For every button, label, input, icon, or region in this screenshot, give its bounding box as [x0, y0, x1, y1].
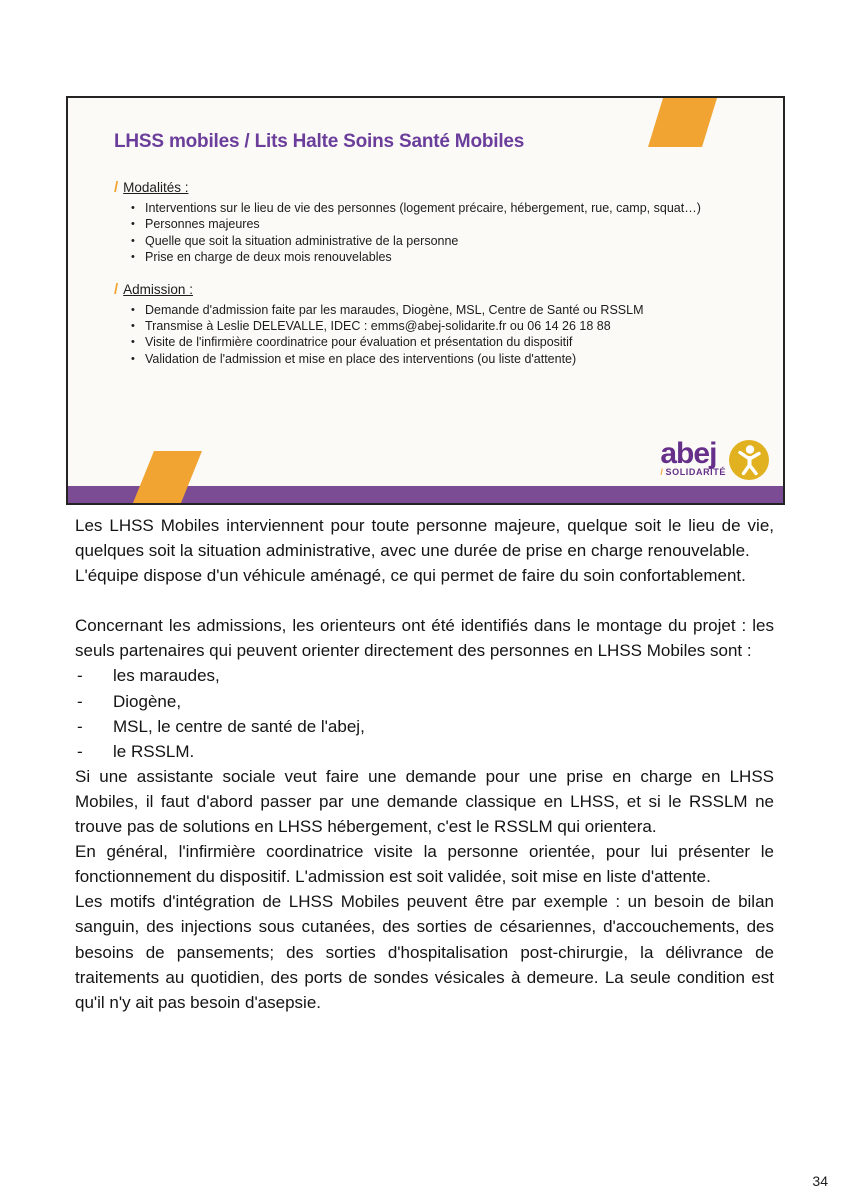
bullet-text: Interventions sur le lieu de vie des personnes (logement précaire, hébergement, rue, camp, squat…)	[145, 201, 701, 215]
section-admission-heading	[114, 281, 755, 298]
bullet-icon: •	[131, 303, 135, 316]
bullet-text: Transmise à Leslie DELEVALLE, IDEC : emms@abej-solidarite.fr ou 06 14 26 18 88	[145, 319, 611, 334]
dash-item-text: le RSSLM.	[113, 741, 195, 761]
bullet-icon: •	[131, 218, 135, 231]
paragraph: Concernant les admissions, les orienteurs ont été identifiés dans le montage du projet : les seuls partenaires qui peuvent orienter directement des personnes en LHSS Mobiles sont :	[75, 616, 774, 661]
bullet-icon: •	[131, 352, 135, 365]
list-item	[114, 334, 755, 350]
section-heading-text: Admission :	[123, 281, 193, 297]
abej-logo-text	[660, 436, 726, 478]
blank-line	[75, 588, 774, 613]
list-item	[114, 318, 755, 334]
bullet-text: Visite de l'infirmière coordinatrice pour évaluation et présentation du dispositif	[145, 335, 573, 350]
bullet-text: Personnes majeures	[145, 217, 260, 232]
slash-accent: /	[114, 280, 119, 298]
bullet-text: Quelle que soit la situation administrative de la personne	[145, 233, 459, 248]
list-item	[114, 216, 755, 232]
modalites-bullet-list	[114, 200, 755, 266]
abej-person-icon	[729, 440, 769, 480]
dash-marker: -	[77, 691, 83, 711]
dash-list-item	[75, 739, 774, 764]
slash-accent: /	[660, 467, 664, 478]
bullet-text: Demande d'admission faite par les maraudes, Diogène, MSL, Centre de Santé ou RSSLM	[145, 302, 644, 317]
paragraph: L'équipe dispose d'un véhicule aménagé, ce qui permet de faire du soin confortablement.	[75, 566, 746, 586]
dash-item-text: les maraudes,	[113, 666, 220, 686]
abej-logo	[660, 436, 769, 480]
bullet-icon: •	[131, 251, 135, 264]
dash-item-text: MSL, le centre de santé de l'abej,	[113, 716, 365, 736]
section-modalites	[114, 179, 755, 266]
bullet-icon: •	[131, 320, 135, 333]
slide-title: LHSS mobiles / Lits Halte Soins Santé Mobiles	[114, 131, 525, 152]
dash-list-item	[75, 663, 774, 688]
paragraph: Les motifs d'intégration de LHSS Mobiles peuvent être par exemple : un besoin de bilan sanguin, des injections sous cutanées, des sorties de césariennes, d'accouchements, des besoins de pansements; des sorties d'hospitalisation post-chirurgie, la délivrance de traitements au quotidien, des ports de sondes vésicales à demeure. La seule condition est qu'il n'y ait pas besoin d'asepsie.	[75, 892, 774, 1012]
list-item	[114, 233, 755, 249]
bullet-text: Validation de l'admission et mise en place des interventions (ou liste d'attente)	[145, 351, 577, 366]
dash-marker: -	[77, 716, 83, 736]
abej-logo-subtitle-text: SOLIDARITÉ	[665, 467, 726, 478]
dash-marker: -	[77, 741, 83, 761]
dash-list-item	[75, 714, 774, 739]
paragraph: Si une assistante sociale veut faire une demande pour une prise en charge en LHSS Mobiles, il faut d'abord passer par une demande classique en LHSS, et si le RSSLM ne trouve pas de solutions en LHSS hébergement, c'est le RSSLM qui orientera.	[75, 766, 774, 837]
bullet-icon: •	[131, 336, 135, 349]
bullet-text: Prise en charge de deux mois renouvelables	[145, 250, 392, 265]
person-figure-icon	[729, 440, 769, 480]
dash-list-item	[75, 689, 774, 714]
list-item	[114, 302, 755, 318]
admission-bullet-list	[114, 302, 755, 368]
section-modalites-heading	[114, 179, 755, 196]
abej-logo-wordmark: abej	[660, 436, 717, 470]
list-item	[114, 351, 755, 367]
paragraph: Les LHSS Mobiles interviennent pour toute personne majeure, quelque soit le lieu de vie, quelques soit la situation administrative, avec une durée de prise en charge renouvelable.	[75, 516, 774, 561]
notes-text	[75, 513, 774, 1015]
slide-content	[68, 98, 783, 367]
bullet-icon: •	[131, 234, 135, 247]
page-number: 34	[812, 1173, 828, 1189]
slash-accent: /	[114, 179, 119, 196]
paragraph: En général, l'infirmière coordinatrice visite la personne orientée, pour lui présenter le fonctionnement du dispositif. L'admission est soit validée, soit mise en liste d'attente.	[75, 842, 774, 887]
dash-marker: -	[77, 666, 83, 686]
list-item	[114, 249, 755, 265]
slide-panel	[66, 96, 785, 505]
section-admission	[114, 281, 755, 368]
bullet-icon: •	[131, 202, 135, 214]
section-heading-text: Modalités :	[123, 180, 189, 195]
abej-logo-subtitle	[660, 467, 726, 477]
list-item	[114, 200, 755, 216]
dash-item-text: Diogène,	[113, 691, 182, 711]
